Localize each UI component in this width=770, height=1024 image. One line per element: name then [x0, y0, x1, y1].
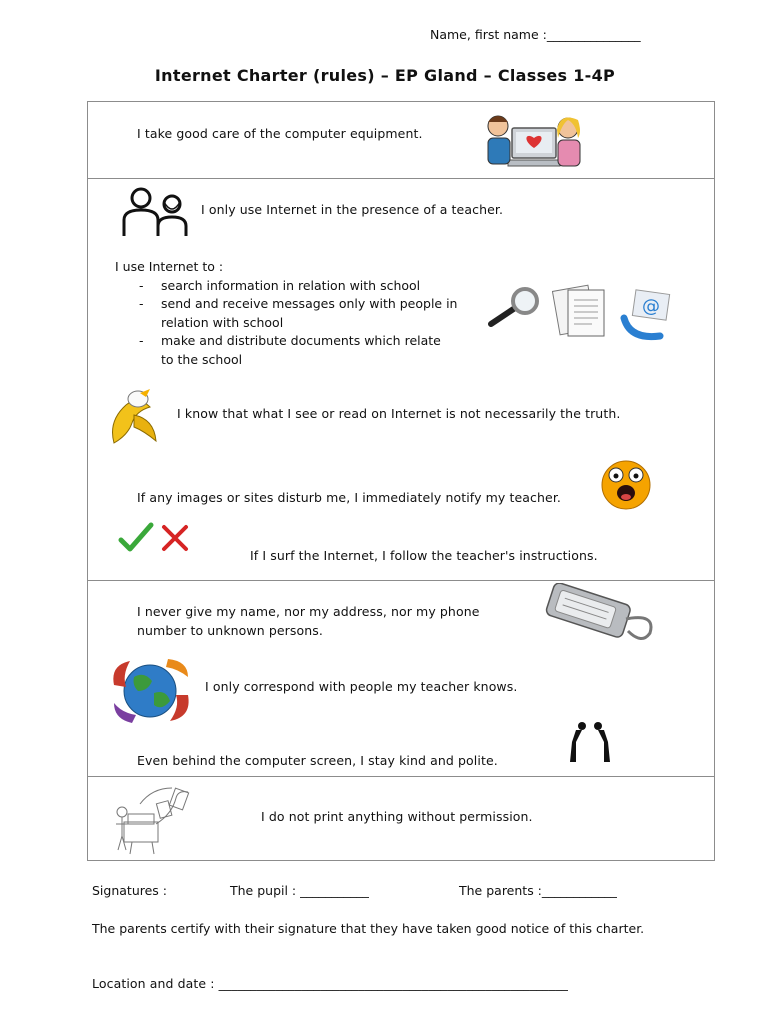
- list-item: - search information in relation with school: [139, 277, 421, 293]
- section-divider: [87, 776, 715, 777]
- internet-use-list: [115, 258, 457, 369]
- banana-illustration: [104, 385, 162, 449]
- list-item: - send and receive messages only with people in: [139, 296, 458, 311]
- printer-sketch-illustration: [112, 784, 200, 856]
- rule-polite: Even behind the computer screen, I stay kind and polite.: [137, 753, 498, 768]
- pupil-signature-field[interactable]: The pupil : ___________: [230, 883, 369, 898]
- bowing-people-illustration: [562, 716, 618, 764]
- cross-icon: [160, 523, 190, 553]
- rule-truth: I know that what I see or read on Internet is not necessarily the truth.: [177, 406, 621, 421]
- luggage-tag-icon: [538, 583, 660, 643]
- list-item: relation with school: [161, 314, 284, 330]
- signatures-label: Signatures :: [92, 883, 167, 898]
- magnifying-glass-icon: [485, 286, 547, 330]
- parents-signature-field[interactable]: The parents :____________: [459, 883, 617, 898]
- rule-personal-info: I never give my name, nor my address, nor my phone: [137, 604, 480, 619]
- documents-icon: [552, 282, 610, 340]
- list-item: to the school: [161, 351, 243, 367]
- name-field[interactable]: Name, first name :_______________: [430, 27, 641, 42]
- location-date-field[interactable]: Location and date : _______________________________________________________: [92, 976, 568, 991]
- kids-at-computer-illustration: [482, 108, 584, 174]
- check-icon: [118, 522, 154, 552]
- rule-notify: If any images or sites disturb me, I immediately notify my teacher.: [137, 490, 561, 505]
- page-title: Internet Charter (rules) – EP Gland – Classes 1-4P: [154, 66, 616, 85]
- scared-face-icon: [598, 459, 654, 511]
- list-item: - make and distribute documents which relate: [139, 333, 441, 348]
- people-outline-icon: [120, 186, 190, 238]
- section-divider: [87, 178, 715, 179]
- svg-text:@: @: [642, 296, 660, 317]
- rule-personal-info-cont: number to unknown persons.: [137, 623, 323, 638]
- globe-illustration: [108, 655, 194, 727]
- rule-instructions: If I surf the Internet, I follow the teacher's instructions.: [250, 548, 598, 563]
- rule-presence: I only use Internet in the presence of a teacher.: [201, 202, 504, 217]
- email-at-icon: [620, 288, 674, 344]
- rule-correspond: I only correspond with people my teacher knows.: [205, 679, 518, 694]
- section-divider: [87, 580, 715, 581]
- rule-equipment: I take good care of the computer equipment.: [137, 126, 423, 141]
- certify-paragraph: The parents certify with their signature that they have taken good notice of this charter.: [92, 921, 645, 936]
- rule-print: I do not print anything without permission.: [261, 809, 533, 824]
- list-intro: I use Internet to :: [115, 259, 224, 274]
